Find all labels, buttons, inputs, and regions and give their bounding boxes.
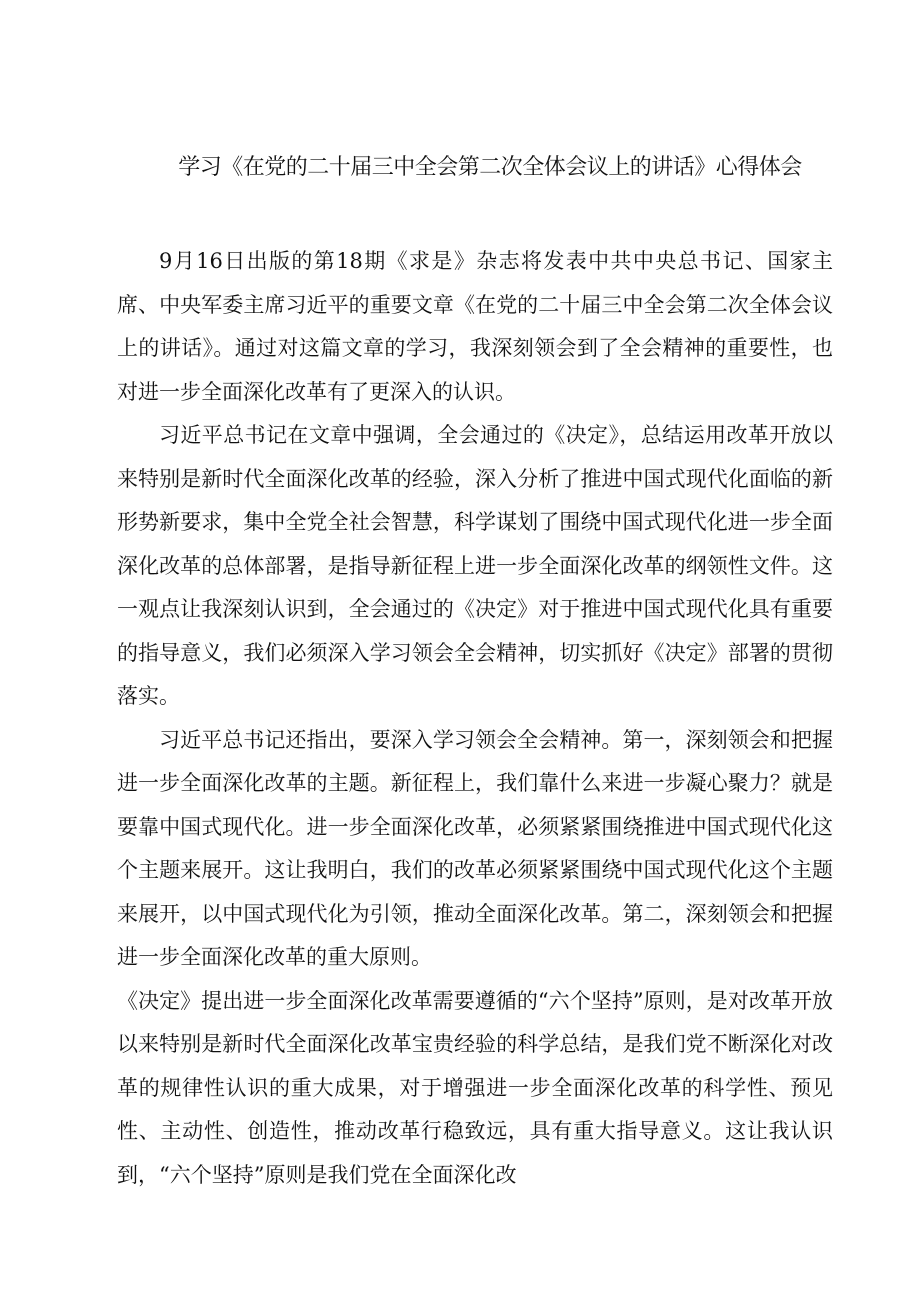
paragraph-4: 《决定》提出进一步全面深化改革需要遵循的“六个坚持”原则，是对改革开放以来特别是新时代全面深化改革宝贵经验的科学总结，是我们党不断深化对改革的规律性认识的重大成果，对于增强进一步全面深化改革的科学性、预见性、主动性、创造性，推动改革行稳致远，具有重大指导意义。这让我认识到，“六个坚持”原则是我们党在全面深化改 [117,988,833,1187]
paragraph-3: 习近平总书记还指出，要深入学习领会全会精神。第一，深刻领会和把握进一步全面深化改革的主题。新征程上，我们靠什么来进一步凝心聚力？就是要靠中国式现代化。进一步全面深化改革，必须紧紧围绕推进中国式现代化这个主题来展开。这让我明白，我们的改革必须紧紧围绕中国式现代化这个主题来展开，以中国式现代化为引领，推动全面深化改革。第二，深刻领会和把握进一步全面深化改革的重大原则。 [117,727,833,969]
document-body [117,240,833,1197]
document-title: 学习《在党的二十届三中全会第二次全体会议上的讲话》心得体会 [178,155,802,180]
paragraph-2: 习近平总书记在文章中强调，全会通过的《决定》，总结运用改革开放以来特别是新时代全面深化改革的经验，深入分析了推进中国式现代化面临的新形势新要求，集中全党全社会智慧，科学谋划了围绕中国式现代化进一步全面深化改革的总体部署，是指导新征程上进一步全面深化改革的纲领性文件。这一观点让我深刻认识到，全会通过的《决定》对于推进中国式现代化具有重要的指导意义，我们必须深入学习领会全会精神，切实抓好《决定》部署的贯彻落实。 [117,423,833,708]
paragraph-1: 9月16日出版的第18期《求是》杂志将发表中共中央总书记、国家主席、中央军委主席习近平的重要文章《在党的二十届三中全会第二次全体会议上的讲话》。通过对这篇文章的学习，我深刻领会到了全会精神的重要性，也对进一步全面深化改革有了更深入的认识。 [117,249,833,404]
